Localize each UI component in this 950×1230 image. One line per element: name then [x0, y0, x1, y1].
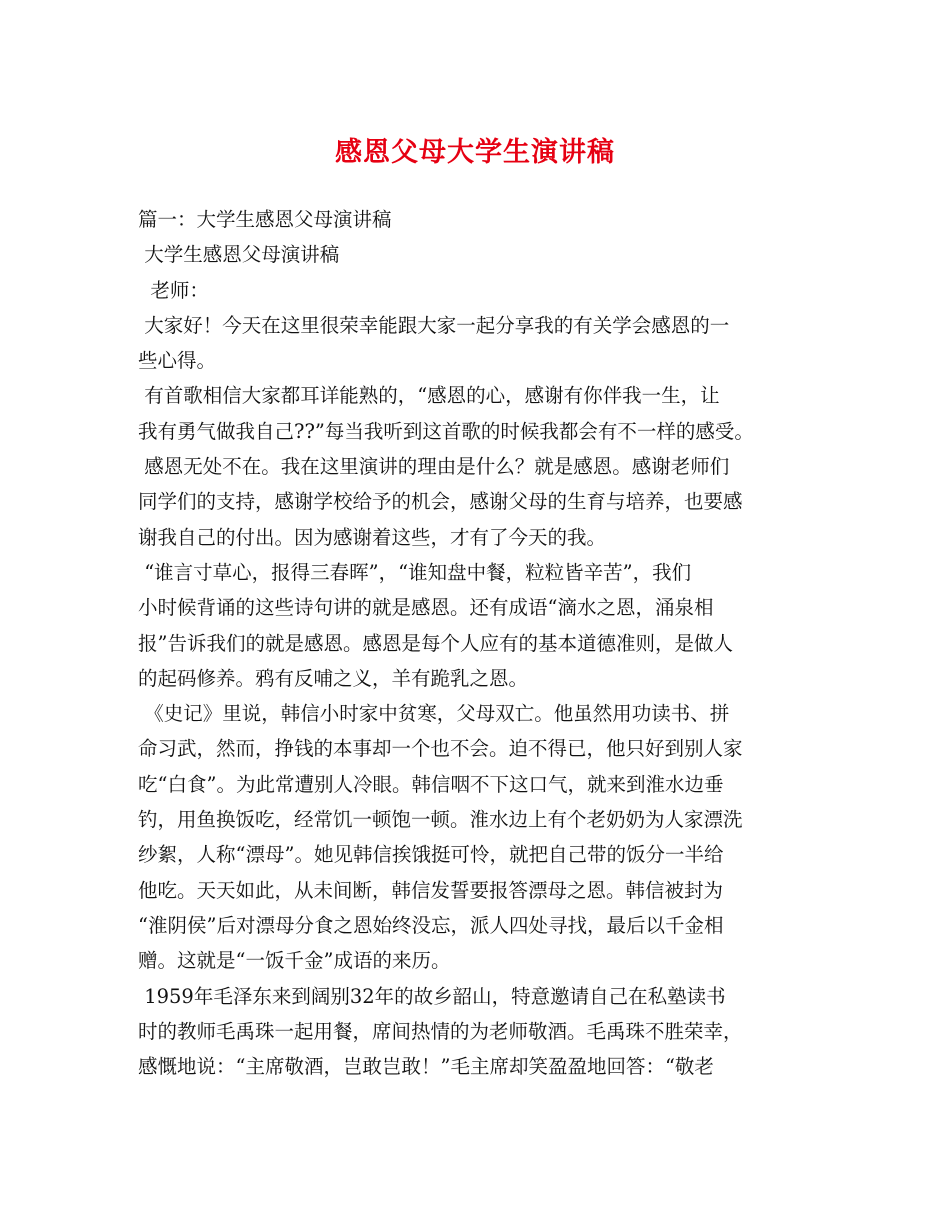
text-line: 谢我自己的付出。因为感谢着这些，才有了今天的我。	[138, 525, 607, 549]
text-line: 我有勇气做我自己??”每当我听到这首歌的时候我都会有不一样的感受。	[138, 419, 754, 443]
text-line: 小时候背诵的这些诗句讲的就是感恩。还有成语“滴水之恩，涌泉相	[138, 596, 714, 620]
text-line: 报”告诉我们的就是感恩。感恩是每个人应有的基本道德准则，是做人	[138, 631, 733, 655]
text-line: 时的教师毛禹珠一起用餐，席间热情的为老师敬酒。毛禹珠不胜荣幸，	[138, 1019, 743, 1043]
text-line: 的起码修养。鸦有反哺之义，羊有跪乳之恩。	[138, 666, 529, 690]
document-title: 感恩父母大学生演讲稿	[335, 137, 615, 168]
text-line: 大学生感恩父母演讲稿	[138, 243, 340, 267]
text-line: 命习武，然而，挣钱的本事却一个也不会。迫不得已，他只好到别人家	[138, 737, 743, 761]
document-body	[138, 202, 818, 1084]
text-line: 他吃。天天如此，从未间断，韩信发誓要报答漂母之恩。韩信被封为	[138, 878, 724, 902]
text-line: 老师：	[138, 278, 209, 302]
text-line: 感慨地说：“主席敬酒，岂敢岂敢！”毛主席却笑盈盈地回答：“敬老	[138, 1055, 714, 1079]
text-line: 同学们的支持，感谢学校给予的机会，感谢父母的生育与培养，也要感	[138, 490, 743, 514]
text-line: 赠。这就是“一饭千金”成语的来历。	[138, 949, 451, 973]
text-line: 1959年毛泽东来到阔别32年的故乡韶山，特意邀请自己在私塾读书	[138, 984, 726, 1008]
text-line: 有首歌相信大家都耳详能熟的，“感恩的心，感谢有你伴我一生，让	[138, 384, 720, 408]
text-line: “淮阴侯”后对漂母分食之恩始终没忘，派人四处寻找，最后以千金相	[138, 913, 724, 937]
text-line: 《史记》里说，韩信小时家中贫寒，父母双亡。他虽然用功读书、拼	[138, 702, 730, 726]
text-line: 吃“白食”。为此常遭别人冷眼。韩信咽不下这口气，就来到淮水边垂	[138, 772, 724, 796]
text-line: 篇一：大学生感恩父母演讲稿	[138, 208, 392, 231]
text-line: 纱絮，人称“漂母”。她见韩信挨饿挺可怜，就把自己带的饭分一半给	[138, 843, 724, 867]
text-line: “谁言寸草心，报得三春晖”，“谁知盘中餐，粒粒皆辛苦”，我们	[138, 560, 692, 584]
text-line: 大家好！今天在这里很荣幸能跟大家一起分享我的有关学会感恩的一	[138, 313, 730, 337]
text-line: 感恩无处不在。我在这里演讲的理由是什么？就是感恩。感谢老师们	[138, 455, 730, 479]
text-line: 些心得。	[138, 349, 217, 373]
text-line: 钓，用鱼换饭吃，经常饥一顿饱一顿。淮水边上有个老奶奶为人家漂洗	[138, 808, 743, 832]
